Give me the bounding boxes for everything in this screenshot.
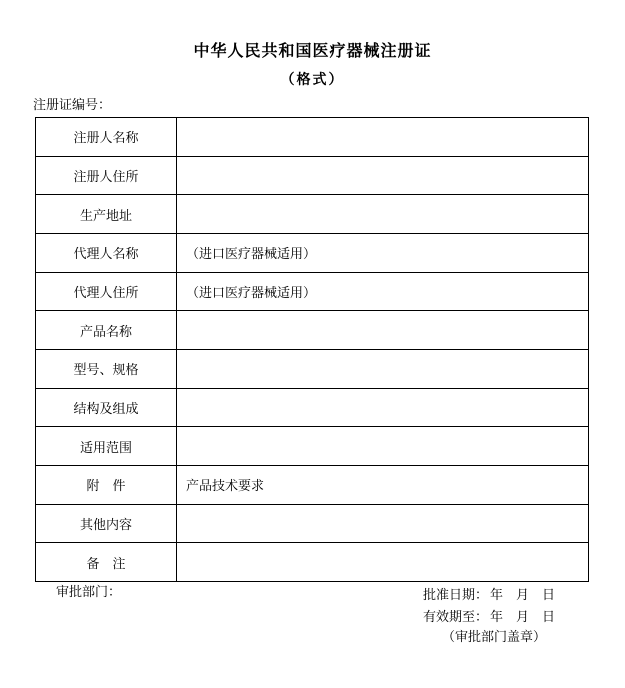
row-production-address	[36, 195, 588, 234]
row-model-spec	[36, 350, 588, 389]
valid-until-value: 年 月 日	[490, 608, 556, 624]
product-name-value[interactable]	[177, 311, 588, 349]
row-registrant-name	[36, 118, 588, 157]
valid-until-line	[423, 604, 565, 626]
approval-dept-label: 审批部门：	[56, 584, 122, 599]
attachment-label: 附 件	[36, 466, 177, 504]
structure-composition-label: 结构及组成	[36, 389, 177, 427]
page-title: 中华人民共和国医疗器械注册证	[193, 43, 432, 60]
model-spec-label: 型号、规格	[36, 350, 177, 388]
attachment-value[interactable]: 产品技术要求	[186, 478, 265, 494]
registration-table	[35, 117, 589, 582]
scope-of-application-label: 适用范围	[36, 427, 177, 465]
agent-name-value[interactable]: （进口医疗器械适用）	[186, 246, 317, 262]
row-agent-address	[36, 273, 588, 312]
row-scope-of-application	[36, 427, 588, 466]
approval-date-value: 年 月 日	[490, 586, 556, 602]
remarks-label: 备 注	[36, 543, 177, 581]
registrant-name-value[interactable]	[177, 118, 588, 156]
production-address-value[interactable]	[177, 195, 588, 233]
agent-name-label: 代理人名称	[36, 234, 177, 272]
model-spec-value[interactable]	[177, 350, 588, 388]
scope-of-application-value[interactable]	[177, 427, 588, 465]
other-content-label: 其他内容	[36, 505, 177, 543]
row-registrant-address	[36, 157, 588, 196]
footer-date-block	[423, 582, 565, 648]
other-content-value[interactable]	[177, 505, 588, 543]
product-name-label: 产品名称	[36, 311, 177, 349]
cert-number-label: 注册证编号：	[33, 97, 112, 112]
row-attachment	[36, 466, 588, 505]
approval-date-line	[423, 582, 565, 604]
row-structure-composition	[36, 389, 588, 428]
seal-note: （审批部门盖章）	[441, 629, 546, 644]
structure-composition-value[interactable]	[177, 389, 588, 427]
valid-until-label: 有效期至：	[423, 608, 489, 624]
row-agent-name	[36, 234, 588, 273]
remarks-value[interactable]	[177, 543, 588, 581]
registrant-address-label: 注册人住所	[36, 157, 177, 195]
row-product-name	[36, 311, 588, 350]
production-address-label: 生产地址	[36, 195, 177, 233]
agent-address-value[interactable]: （进口医疗器械适用）	[186, 285, 317, 301]
agent-address-label: 代理人住所	[36, 273, 177, 311]
registrant-address-value[interactable]	[177, 157, 588, 195]
registrant-name-label: 注册人名称	[36, 118, 177, 156]
row-remarks	[36, 543, 588, 581]
row-other-content	[36, 505, 588, 544]
page-subtitle: （格式）	[280, 73, 345, 88]
approval-date-label: 批准日期：	[423, 586, 489, 602]
